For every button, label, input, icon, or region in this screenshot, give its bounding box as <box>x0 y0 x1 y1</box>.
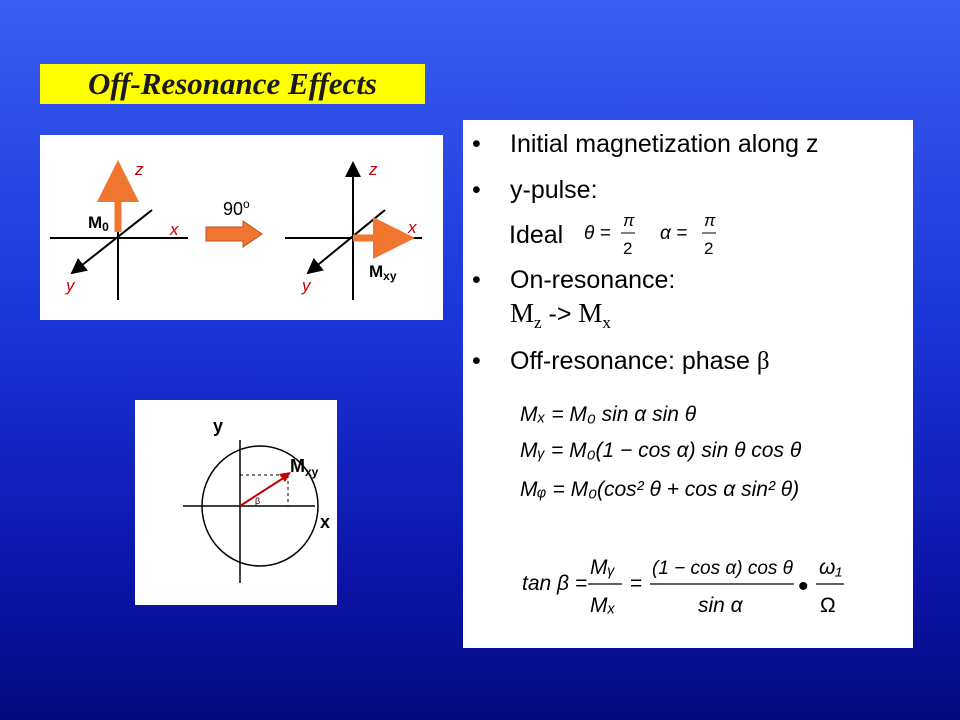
bullet-initial-magnetization: Initial magnetization along z <box>510 130 819 158</box>
svg-text:2: 2 <box>704 239 714 258</box>
slide-title-box <box>40 64 425 104</box>
svg-text:Mᵧ: Mᵧ <box>590 556 616 579</box>
rotation-frames-panel <box>40 135 443 320</box>
z-label: z <box>135 160 144 179</box>
svg-text:θ =: θ = <box>584 223 611 244</box>
svg-text:Ω: Ω <box>820 594 836 617</box>
x-label: x <box>408 218 417 237</box>
magnetization-equations <box>516 396 816 511</box>
slide-title: Off-Resonance Effects <box>87 66 377 101</box>
bullet-marker: • <box>472 130 481 158</box>
mz-to-mx: $M_z -> M_x$ <box>510 298 611 332</box>
svg-text:sin α: sin α <box>698 594 743 617</box>
svg-text:=: = <box>630 572 643 595</box>
bullet-marker: • <box>472 347 481 375</box>
tan-beta-equation <box>518 548 848 624</box>
svg-text:tan β =: tan β = <box>522 572 588 595</box>
svg-text:α =: α = <box>660 223 688 244</box>
mxy-label: Mxy <box>369 262 397 283</box>
svg-text:π: π <box>623 211 635 230</box>
pulse-label: 90$^o$ <box>223 197 250 219</box>
x-label: x <box>170 220 179 239</box>
left-frame <box>50 160 188 300</box>
my-equation: Mᵧ = M₀(1 − cos α) sin θ cos θ <box>520 439 802 462</box>
rotation-frames-diagram <box>40 135 443 320</box>
svg-text:π: π <box>704 211 716 230</box>
beta-angle-label: β <box>255 496 261 506</box>
bullet-y-pulse: y-pulse: <box>510 176 598 204</box>
bullet-marker: • <box>472 266 481 294</box>
bullet-off-resonance: Off-resonance: phase β <box>510 347 770 375</box>
svg-text:•: • <box>798 570 809 603</box>
bullet-on-resonance: On-resonance: <box>510 266 676 294</box>
svg-text:2: 2 <box>623 239 633 258</box>
pulse-arrow <box>206 197 262 247</box>
phase-circle-panel <box>135 400 337 605</box>
phase-circle-diagram <box>135 400 337 605</box>
svg-text:ω₁: ω₁ <box>819 556 842 579</box>
x-label: x <box>320 512 331 532</box>
right-frame <box>285 160 422 300</box>
y-label: y <box>213 416 224 436</box>
mz-equation: Mᵩ = M₀(cos² θ + cos α sin² θ) <box>520 478 800 501</box>
ideal-label: Ideal <box>509 221 564 249</box>
mxy-label: $M_{xy}$ <box>290 456 319 479</box>
y-axis <box>72 210 152 273</box>
m0-label: M0 <box>88 213 109 234</box>
svg-text:Mₓ: Mₓ <box>590 594 616 617</box>
z-label: z <box>369 160 378 179</box>
ideal-formula <box>580 206 750 258</box>
mxy-vector <box>240 477 285 506</box>
svg-text:(1 − cos α) cos θ: (1 − cos α) cos θ <box>652 558 793 579</box>
bullet-marker: • <box>472 176 481 204</box>
y-label: y <box>302 276 311 295</box>
y-label: y <box>66 276 75 295</box>
mx-equation: Mₓ = M₀ sin α sin θ <box>520 403 697 426</box>
